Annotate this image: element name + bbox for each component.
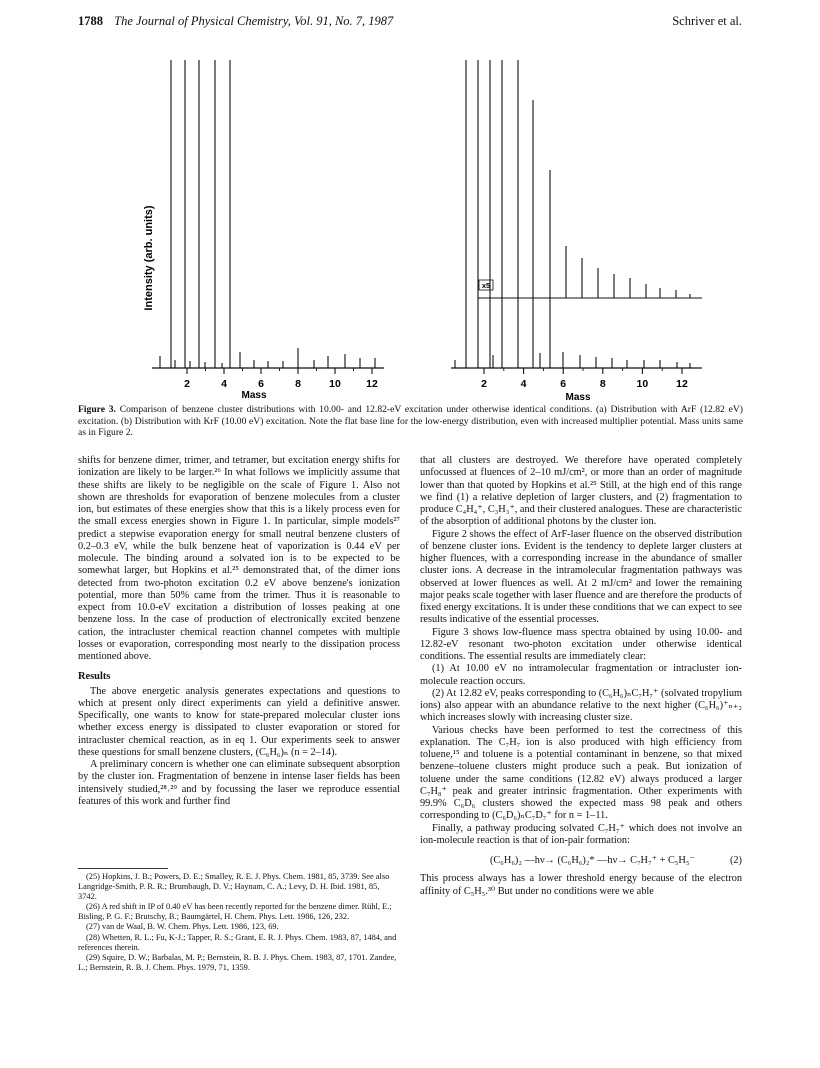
x-tick-label: 4 [221,378,227,390]
journal-name: The Journal of Physical Chemistry, Vol. 91, No. 7, 1987 [114,14,394,28]
footnote-rule [78,868,168,869]
x-tick-label: 10 [329,378,341,390]
paragraph: This process always has a lower threshold energy because of the electron affinity of C₅H₅.³⁰ But under no conditions were we able [420,873,742,897]
x-tick-label: 4 [520,378,527,390]
reference-27: (27) van de Waal, B. W. Chem. Phys. Lett. 1986, 123, 69. [86,922,279,932]
panel-b [451,60,702,402]
reference-26: (26) A red shift in IP of 0.40 eV has been recently reported for the benzene dimer. Rühl, E.; Bisling, P. G. F.; Brutschy, B.; Baumgärtel, H. Chem. Phys. Lett. 1986, 126, 232. [78,902,392,922]
y-axis-label: Intensity (arb. units) [143,205,155,311]
x-axis-label-b: Mass [565,392,591,402]
equation-body: (C₆H₆)₂ —hν→ (C₆H₆)₂* —hν→ C₇H₇⁺ + C₅H₅⁻ [490,855,695,866]
x-tick-label: 6 [560,378,567,390]
page-number: 1788 [78,14,103,28]
running-authors: Schriver et al. [672,14,742,28]
caption-text: Comparison of benzene cluster distributions with 10.00- and 12.82-eV excitation under otherwise identical conditions. (a) Distribution with ArF (12.82 eV) excitation. (b) Distribution with KrF (10.00 eV) excitation. Note the flat base line for the low-energy distribution, even with increased multiplier potential. Mass units same as in Figure 2. [78,404,743,439]
right-column [420,455,742,898]
x-tick-label: 8 [599,378,606,390]
reference-28: (28) Whetten, R. L.; Fu, K-J.; Tapper, R. S.; Grant, E. R. J. Phys. Chem. 1983, 87, 1484, and references therein. [78,932,397,952]
x-axis-label-a: Mass [241,390,267,401]
paragraph: (2) At 12.82 eV, peaks corresponding to (C₆H₆)ₙC₇H₇⁺ (solvated tropylium ions) also appear with an abundance relative to the next higher (C₆H₆)⁺ₙ₊₂ which increases slowly with increasing cluster size. [420,687,742,724]
paragraph: (1) At 10.00 eV no intramolecular fragmentation or intracluster ion-molecule reaction occurs. [420,663,742,687]
x-tick-label: 12 [366,378,378,390]
footnote-references [78,868,400,973]
inset-scale-label: x5 [481,281,491,290]
paragraph: A preliminary concern is whether one can eliminate subsequent absorption by the cluster ion. Fragmentation of benzene in intense laser fields has been intensively studied,²⁸˒²⁹ and by focussing the laser we reproduce essential features of this work and further find [78,759,400,807]
x-tick-label: 10 [636,378,649,390]
paragraph: shifts for benzene dimer, trimer, and tetramer, but excitation energy shifts for ionization are likely to be larger.²⁶ In what follows we implicitly assume that these shifts are likely to be negligible on the scale of Figure 1. Also not shown are thresholds for evaporation of benzene molecules from a cluster ion, but estimates of these energies show that this is a likely process even for the small excess energies shown in Figure 1. In particular, simple models²⁷ predict a stepwise evaporation energy for small neutral benzene clusters of 0.2–0.3 eV, while the bulk benzene heat of vaporization is 0.44 eV per molecule. The binding around a solvated ion is to be expected to be somewhat larger, but Hopkins et al.²⁵ demonstrated that, of the dimer ions detected from two-photon excitation 0.2 eV above benzene's ionization potential, more than 50% came from the trimer. Thus it is reasonable to expect from 10.0-eV excitation a distribution of losses peaking at one benzene loss. In the case of production of electronically excited benzene cation, the intracluster chemical reaction channel competes with multiple losses or evaporation, corresponding most nearly to the dissipation process mentioned above. [78,455,400,662]
x-tick-label: 2 [481,378,487,390]
reference-25: (25) Hopkins, J. B.; Powers, D. E.; Smalley, R. E. J. Phys. Chem. 1981, 85, 3739. See also Langridge-Smith, P. R. R.; Brumbaugh, D. V.; Haynam, C. A.; Levy, D. H. Ibid. 1981, 85, 3742. [78,872,390,902]
reference-29: (29) Squire, D. W.; Barbalas, M. P.; Bernstein, R. B. J. Phys. Chem. 1983, 87, 1701. Zandee, L.; Bernstein, R. B. J. Chem. Phys. 1979, 71, 1359. [78,952,397,972]
paragraph: Finally, a pathway producing solvated C₇H₇⁺ which does not involve an ion-molecule reaction is that of ion-pair formation: [420,822,742,846]
figure-caption [78,404,743,439]
figure-3-spectra [0,30,820,402]
caption-lead: Figure 3. [78,404,116,415]
paragraph: Various checks have been performed to test the correctness of this explanation. The C₇H₇ ion is also produced with high efficiency from toluene,¹⁵ and toluene is a potential contaminant in benzene, so that mixed benzene–toluene clusters might produce such a peak. But ionization of toluene under the same conditions (12.82 eV) always produced a larger C₇H₈⁺ peak and greater intrinsic fragmentation. Other experiments with 99.9% C₆D₆ clusters showed the expected mass 98 peak and others corresponding to (C₆D₆)ₙC₇D₇⁺ for n = 1–11. [420,724,742,822]
equation-2 [420,855,742,867]
x-tick-label: 6 [258,378,264,390]
paragraph: Figure 2 shows the effect of ArF-laser fluence on the observed distribution of benzene cluster ions. Evident is the tendency to deplete larger clusters at higher fluences, with a corresponding increase in the abundance of smaller cluster ions. A decrease in the intramolecular fragmentation pathways was observed at lower fluences as well. At 2 mJ/cm² and lower the remaining major peaks scale together with laser fluence and are therefore the products of fixed energy excitations. It is under these conditions that we can expect to see results indicative of the essential processes. [420,528,742,626]
paragraph: Figure 3 shows low-fluence mass spectra obtained by using 10.00- and 12.82-eV resonant two-photon excitation under otherwise identical conditions. The essential results are immediately clear: [420,626,742,662]
paragraph: that all clusters are destroyed. We therefore have operated completely unfocussed at fluences of 2–10 mJ/cm², or more than an order of magnitude lower than that quoted by Hopkins et al.²⁵ Still, at the high end of this range we find (1) a relative depletion of larger clusters, and (2) fragmentation to produce C₄H₄⁺, C₃H₃⁺, and their clustered analogues. These are characteristic of the absorption of additional photons by the cluster ion. [420,455,742,528]
left-column [78,455,400,808]
equation-number: (2) [729,855,742,866]
paragraph: The above energetic analysis generates expectations and questions to which at present only direct experiments can yield a definitive answer. Specifically, one wants to know for state-prepared molecular cluster ions whether excess energy is dissipated to cluster evaporation or stored for intracluster chemical reaction, as in eq 1. Our experiments seek to answer these questions for small benzene clusters, (C₆H₆)ₙ (n = 2–14). [78,685,400,758]
x-tick-label: 12 [676,378,688,390]
section-heading-results: Results [78,671,111,683]
x-tick-label: 2 [184,378,190,390]
x-tick-label: 8 [295,378,301,390]
panel-a [143,60,384,401]
